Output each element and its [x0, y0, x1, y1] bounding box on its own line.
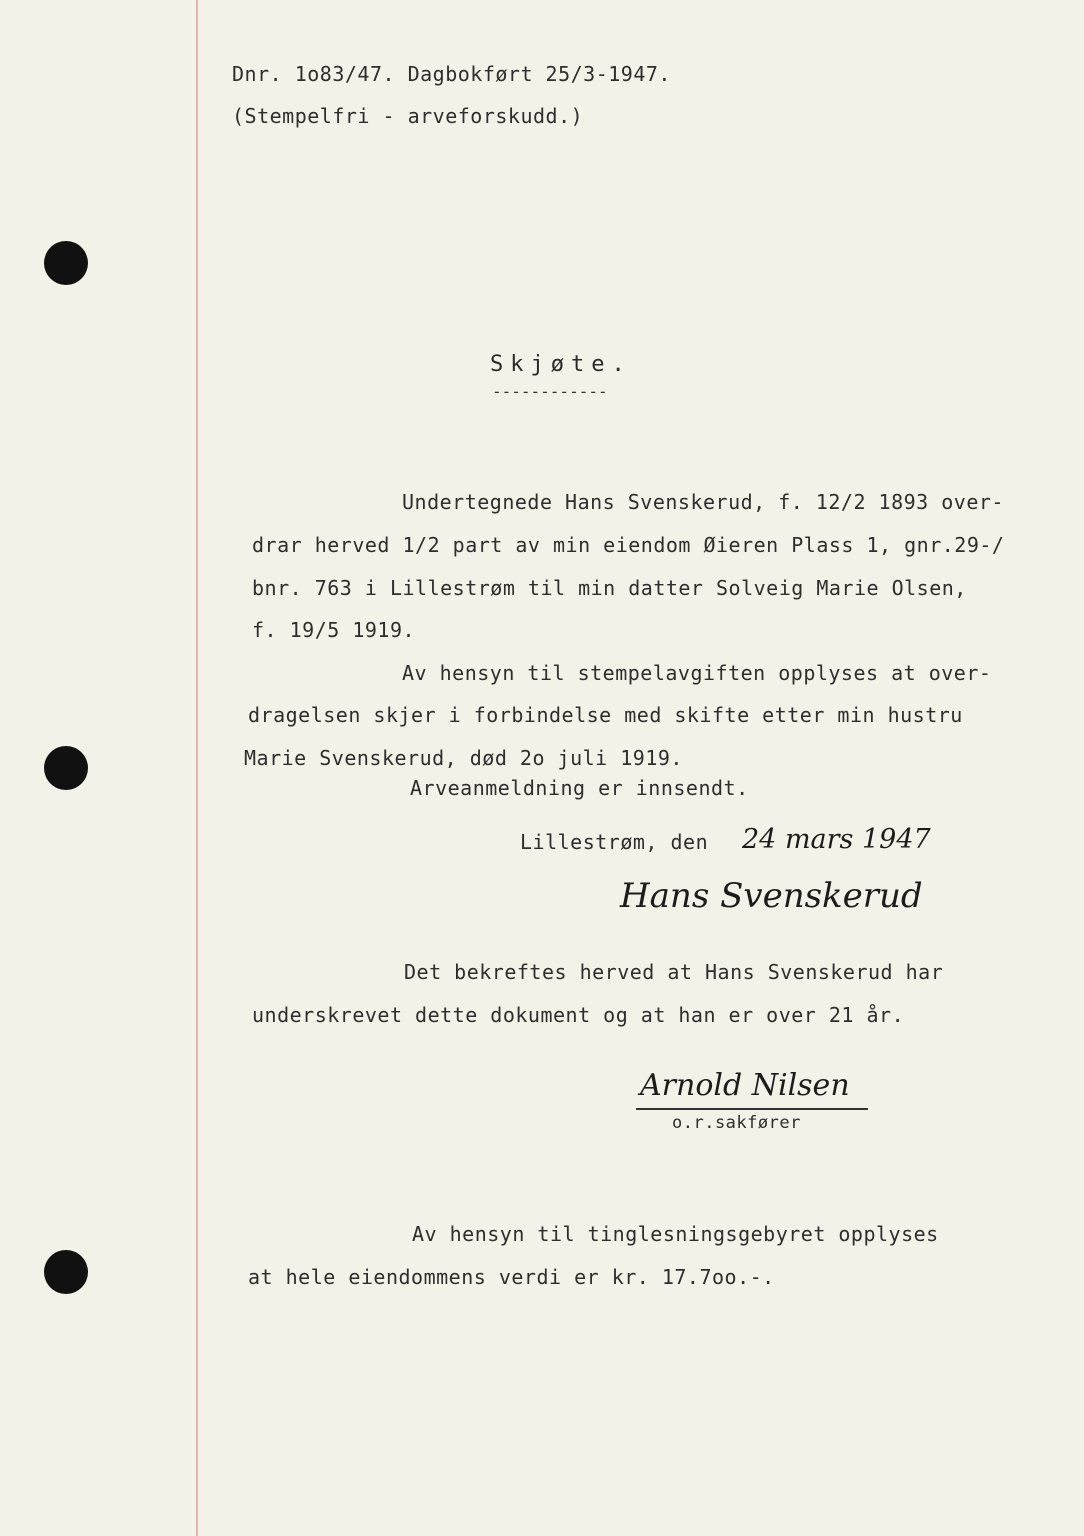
stamp-note: (Stempelfri - arveforskudd.) — [232, 104, 584, 128]
punch-hole — [44, 241, 88, 285]
handwritten-date: 24 mars 1947 — [742, 824, 931, 855]
body-line: dragelsen skjer i forbindelse med skifte etter min hustru — [248, 703, 963, 727]
place-date: Lillestrøm, den — [520, 830, 709, 854]
body-line: Marie Svenskerud, død 2o juli 1919. — [244, 746, 683, 770]
document-title: Skjøte. — [490, 352, 632, 377]
body-line: drar herved 1/2 part av min eiendom Øieren Plass 1, gnr.29-/ — [252, 533, 1005, 557]
body-line: f. 19/5 1919. — [252, 618, 416, 642]
punch-hole — [44, 746, 88, 790]
confirmation-line: underskrevet dette dokument og at han er over 21 år. — [252, 1003, 905, 1027]
signature: Hans Svenskerud — [620, 876, 923, 916]
body-line: bnr. 763 i Lillestrøm til min datter Solveig Marie Olsen, — [252, 576, 967, 600]
fee-line: at hele eiendommens verdi er kr. 17.7oo.-. — [248, 1265, 775, 1289]
signature-line — [636, 1108, 868, 1110]
lawyer-title: o.r.sakfører — [672, 1113, 801, 1133]
body-line: Undertegnede Hans Svenskerud, f. 12/2 1893 over- — [402, 490, 1004, 514]
document-number: Dnr. 1o83/47. Dagbokført 25/3-1947. — [232, 62, 671, 86]
body-line: Arveanmeldning er innsendt. — [410, 776, 749, 800]
margin-line — [196, 0, 198, 1536]
fee-line: Av hensyn til tinglesningsgebyret opplyses — [412, 1222, 939, 1246]
title-underline: ------------ — [492, 382, 608, 401]
punch-hole — [44, 1250, 88, 1294]
lawyer-signature: Arnold Nilsen — [640, 1068, 850, 1103]
confirmation-line: Det bekreftes herved at Hans Svenskerud har — [404, 960, 944, 984]
body-line: Av hensyn til stempelavgiften opplyses at over- — [402, 661, 992, 685]
